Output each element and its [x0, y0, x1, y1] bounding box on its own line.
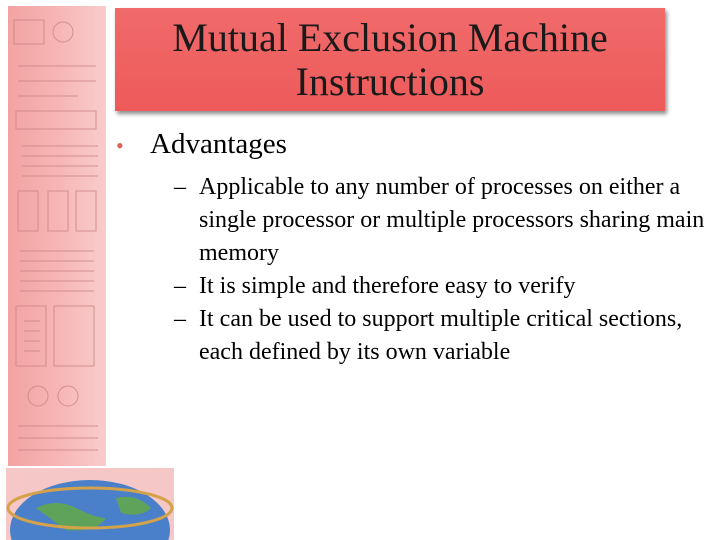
sub-bullet-item [174, 171, 710, 270]
bullet-advantages [110, 128, 710, 161]
slide-title-box [115, 8, 665, 111]
sub-bullet-text: Applicable to any number of processes on either a single processor or multiple processors sharing main memory [199, 174, 705, 266]
decorative-side-strip [8, 6, 106, 466]
circuit-pattern-icon [8, 6, 106, 466]
bullet-label: Advantages [150, 128, 287, 160]
sub-bullet-item [174, 303, 710, 369]
dash-icon: – [174, 306, 186, 332]
cluster-globe-logo [6, 468, 174, 540]
sub-bullet-item [174, 270, 710, 303]
sub-bullet-text: It is simple and therefore easy to verify [199, 273, 576, 299]
sub-bullet-text: It can be used to support multiple critical sections, each defined by its own variable [199, 306, 683, 365]
dash-icon: – [174, 174, 186, 200]
slide-content [110, 128, 710, 369]
globe-logo-icon [6, 468, 174, 540]
bullet-dot-icon: • [116, 133, 124, 158]
dash-icon: – [174, 273, 186, 299]
slide-title: Mutual Exclusion Machine Instructions [172, 14, 608, 104]
sub-bullet-list [174, 171, 710, 369]
